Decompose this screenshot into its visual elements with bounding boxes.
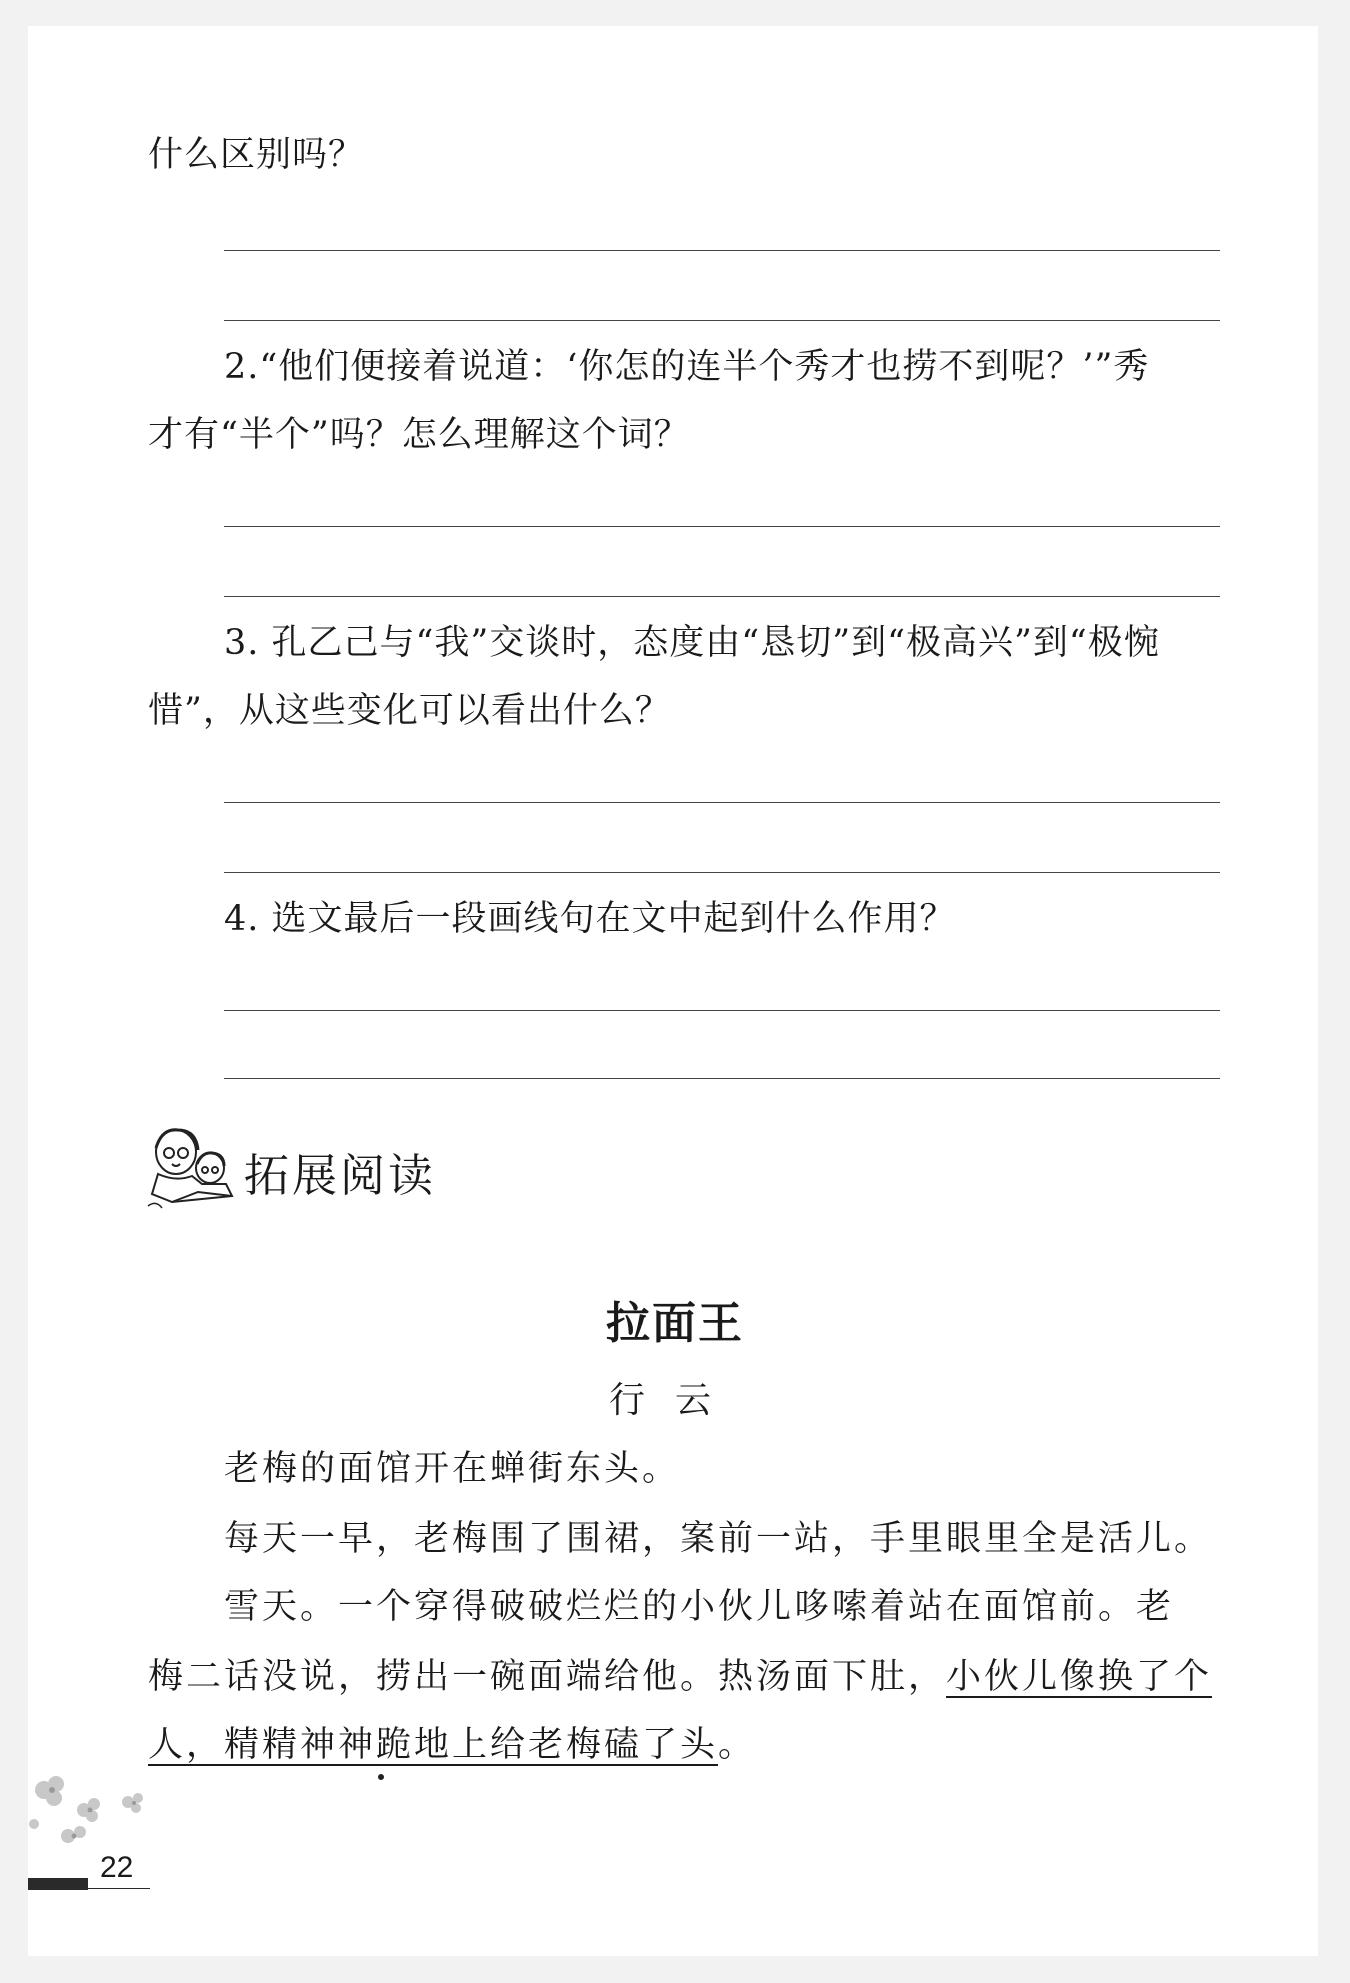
emphasis-dot	[378, 1774, 384, 1780]
story-paragraph-3-line-3	[148, 1720, 756, 1770]
answer-line	[224, 1078, 1220, 1079]
page-number: 22	[100, 1851, 134, 1884]
question-4: 4. 选文最后一段画线句在文中起到什么作用？	[224, 899, 956, 939]
two-children-reading-icon	[142, 1122, 242, 1222]
question-2-line-2: 才有“半个”吗？怎么理解这个词？	[148, 415, 690, 455]
question-2-line-1: 2.“他们便接着说道：‘你怎的连半个秀才也捞不到呢？’”秀	[224, 347, 1150, 387]
page-number-rule	[88, 1888, 150, 1889]
story-paragraph-2: 每天一早，老梅围了围裙，案前一站，手里眼里全是活儿。	[224, 1519, 1213, 1559]
question-3-line-2: 惜”，从这些变化可以看出什么？	[148, 691, 671, 731]
underlined-sentence: 人，精精神神跪地上给老梅磕了头	[148, 1725, 719, 1765]
plain-text: 梅二话没说，捞出一碗面端给他。热汤面下肚，	[148, 1657, 947, 1697]
page-number-bar	[28, 1878, 88, 1890]
question-3-line-1: 3. 孔乙己与“我”交谈时，态度由“恳切”到“极高兴”到“极惋	[224, 623, 1160, 663]
section-title: 拓展阅读	[244, 1149, 437, 1202]
answer-line	[224, 872, 1220, 873]
underlined-sentence: 小伙儿像换了个	[946, 1657, 1213, 1697]
story-paragraph-1: 老梅的面馆开在蝉街东头。	[224, 1449, 681, 1489]
answer-line	[224, 526, 1220, 527]
plain-text: 。	[718, 1725, 757, 1765]
story-title: 拉面王	[606, 1298, 744, 1349]
answer-line	[224, 596, 1220, 597]
answer-line	[224, 250, 1220, 251]
story-paragraph-3-line-2	[148, 1652, 1212, 1702]
answer-line	[224, 802, 1220, 803]
story-paragraph-3-line-1: 雪天。一个穿得破破烂烂的小伙儿哆嗦着站在面馆前。老	[224, 1587, 1175, 1627]
story-author: 行云	[608, 1380, 741, 1421]
question-1-tail: 什么区别吗？	[148, 135, 365, 175]
flower-decoration-icon	[24, 1770, 164, 1860]
answer-line	[224, 1010, 1220, 1011]
answer-line	[224, 320, 1220, 321]
